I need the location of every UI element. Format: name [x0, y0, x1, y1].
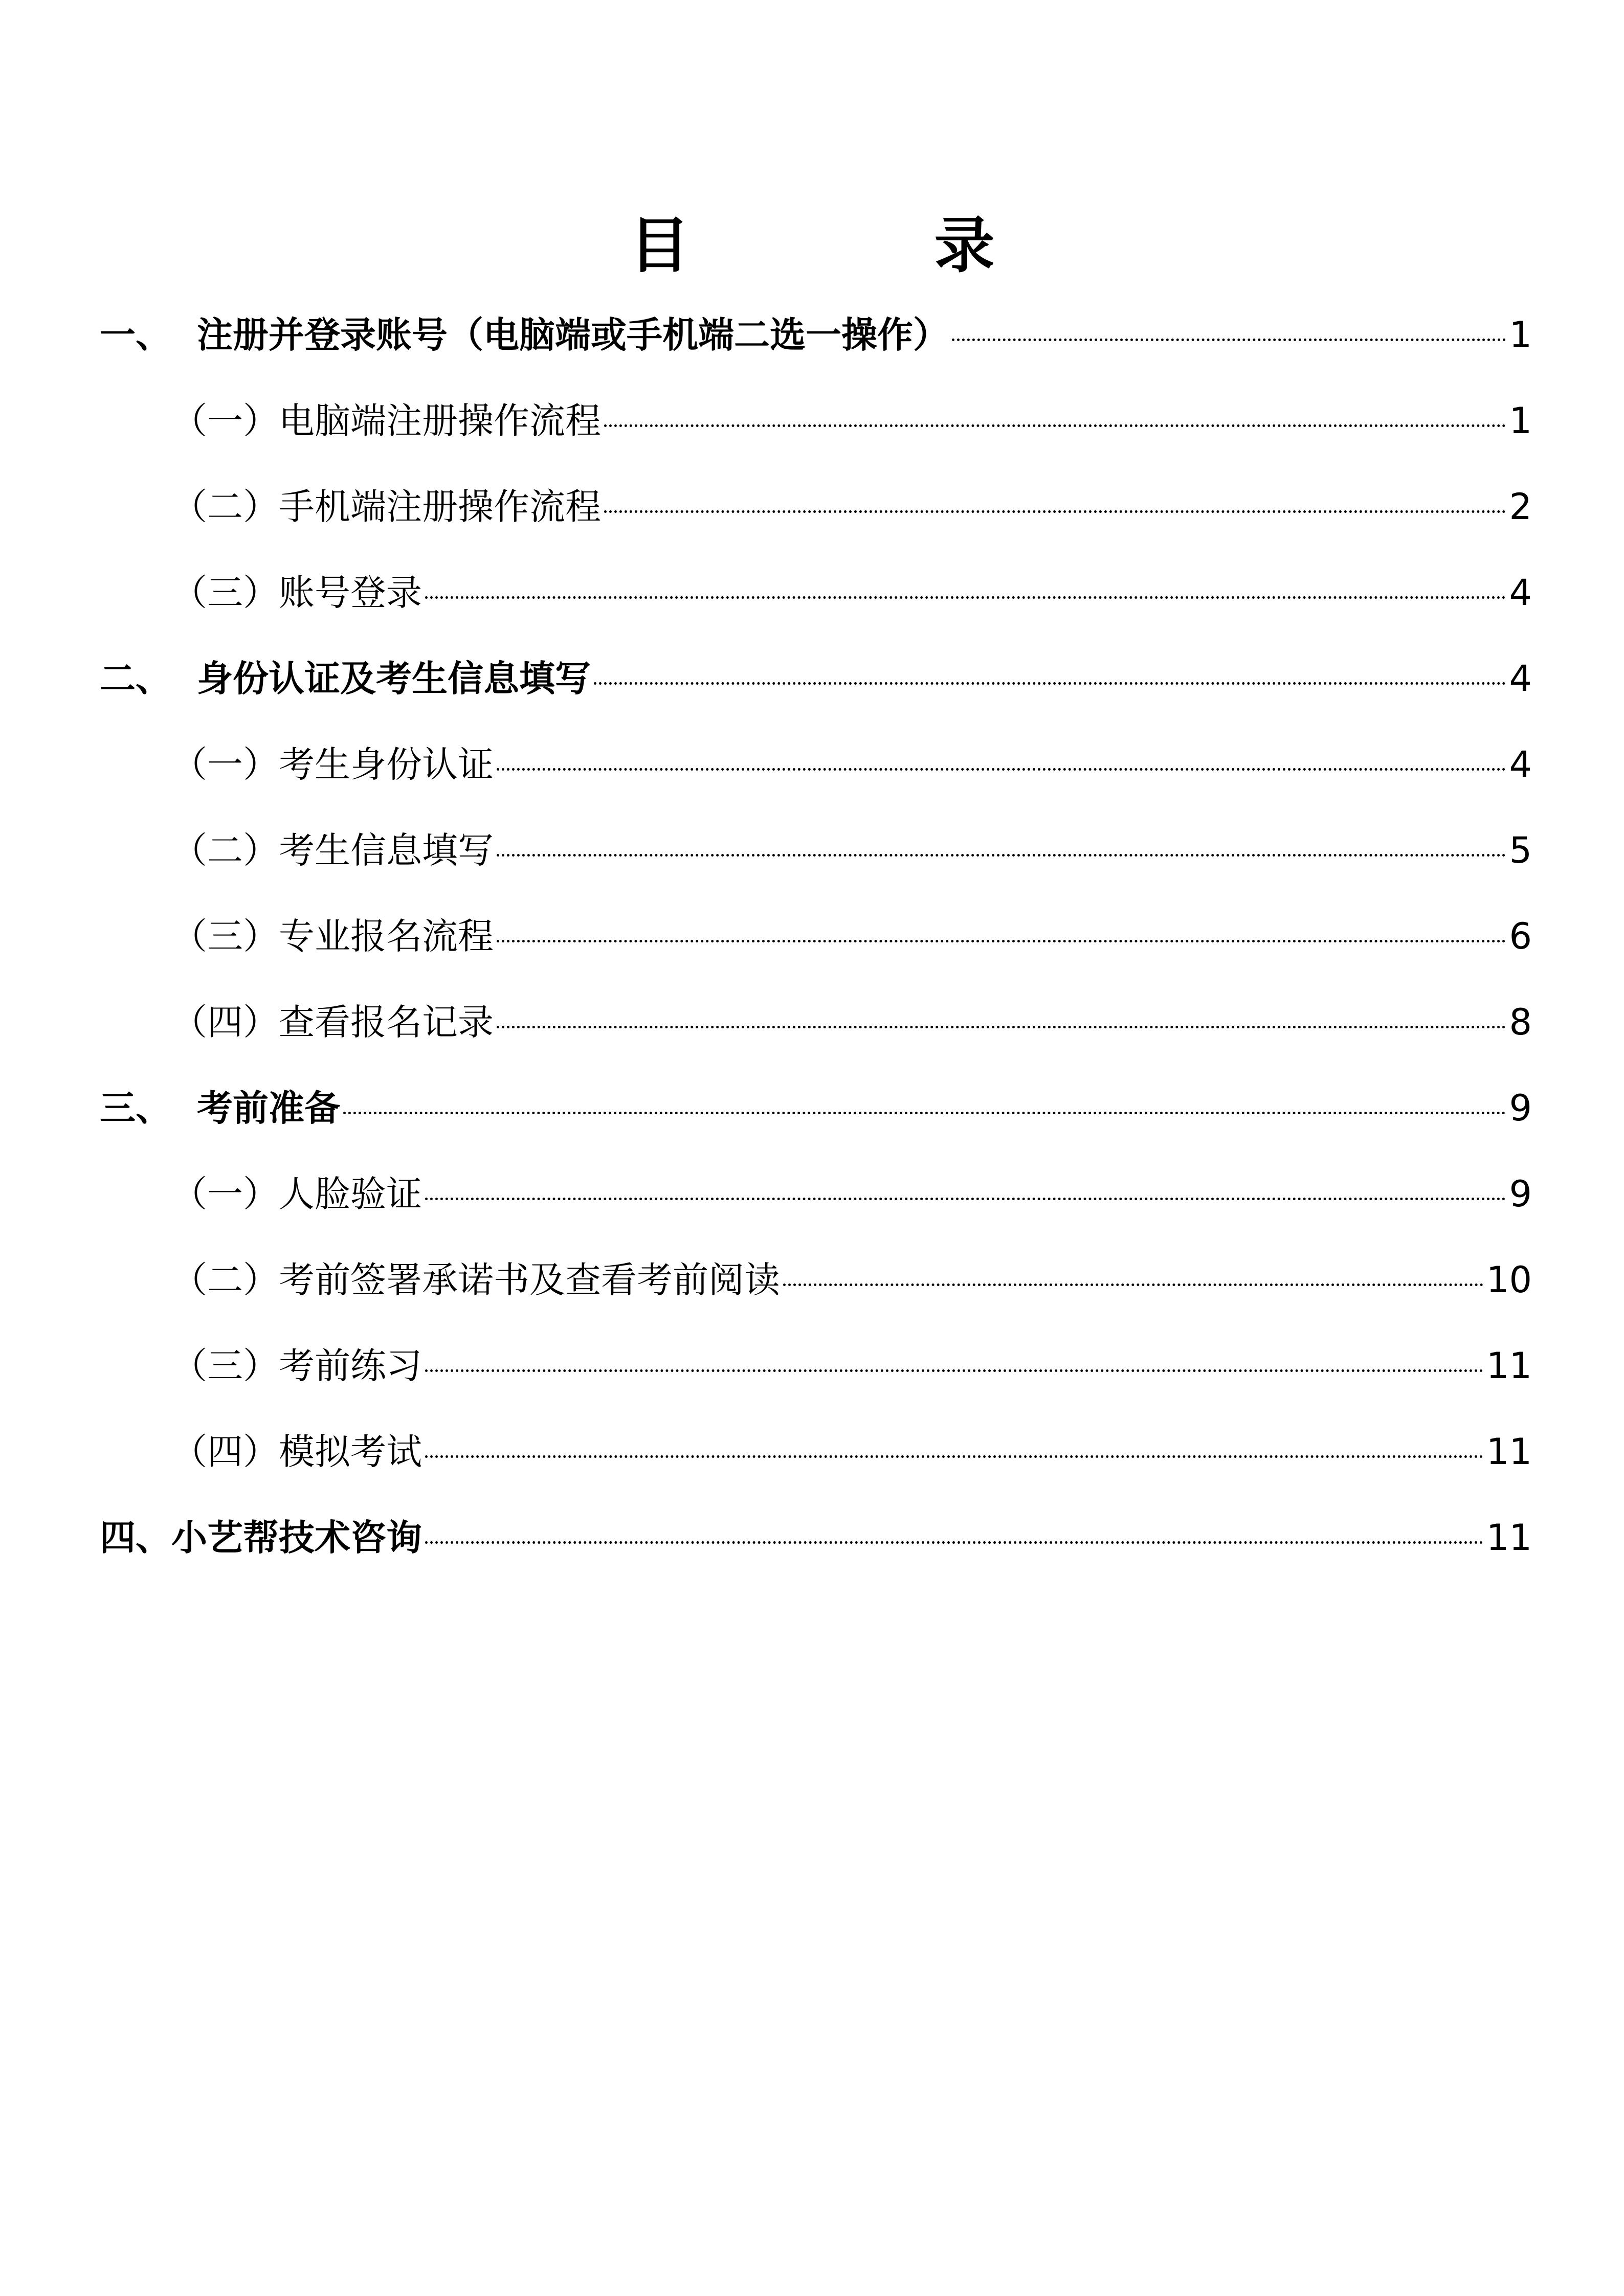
toc-entry-3-3[interactable] — [100, 1335, 1532, 1421]
toc-entry-number: 一、 — [100, 314, 171, 356]
toc-entry-2-2[interactable] — [100, 820, 1532, 906]
toc-entry-label: 考生信息填写 — [279, 829, 494, 871]
toc-entry-page: 5 — [1509, 829, 1532, 871]
toc-entry-number: （三） — [171, 1345, 279, 1387]
toc-entry-2-3[interactable] — [100, 906, 1532, 992]
toc-entry-page: 1 — [1509, 400, 1532, 442]
toc-entry-label: 电脑端注册操作流程 — [279, 400, 601, 442]
toc-entry-2-1[interactable] — [100, 734, 1532, 820]
toc-entry-3-1[interactable] — [100, 1163, 1532, 1249]
dot-leader — [594, 682, 1506, 685]
dot-leader — [425, 1541, 1483, 1544]
toc-entry-number: （二） — [171, 829, 279, 871]
toc-entry-1-2[interactable] — [100, 476, 1532, 562]
toc-entry-4[interactable] — [100, 1507, 1532, 1593]
dot-leader — [497, 1026, 1506, 1028]
toc-entry-page: 11 — [1486, 1431, 1532, 1473]
dot-leader — [425, 1369, 1483, 1372]
toc-entry-page: 6 — [1509, 915, 1532, 957]
toc-entry-label: 模拟考试 — [279, 1431, 422, 1473]
toc-entry-number: 三、 — [100, 1087, 171, 1129]
dot-leader — [425, 1455, 1483, 1458]
toc-entry-number: （四） — [171, 1001, 279, 1043]
toc-entry-page: 11 — [1486, 1517, 1532, 1559]
toc-entry-number: 四、 — [100, 1517, 171, 1559]
toc-entry-label: 考前练习 — [279, 1345, 422, 1387]
dot-leader — [604, 510, 1506, 513]
dot-leader — [425, 1198, 1506, 1200]
toc-entry-number: （三） — [171, 572, 279, 614]
toc-entry-1-1[interactable] — [100, 390, 1532, 476]
dot-leader — [497, 940, 1506, 942]
toc-entry-page: 4 — [1509, 658, 1532, 700]
toc-entry-label: 考前准备 — [197, 1087, 340, 1129]
toc-entry-number: （四） — [171, 1431, 279, 1473]
toc-entry-page: 8 — [1509, 1001, 1532, 1043]
toc-entry-3-4[interactable] — [100, 1421, 1532, 1507]
toc-entry-2[interactable] — [100, 648, 1532, 734]
toc-entry-1-3[interactable] — [100, 562, 1532, 648]
toc-entry-label: 专业报名流程 — [279, 915, 494, 957]
page-title: 目 录 — [629, 210, 1087, 281]
toc-entry-label: 考生身份认证 — [279, 744, 494, 785]
toc-entry-page: 10 — [1486, 1259, 1532, 1301]
dot-leader — [497, 854, 1506, 857]
toc-entry-number: （二） — [171, 1259, 279, 1301]
toc-entry-label: 考前签署承诺书及查看考前阅读 — [279, 1259, 780, 1301]
toc-entry-label: 账号登录 — [279, 572, 422, 614]
dot-leader — [952, 339, 1506, 341]
toc-entry-label: 人脸验证 — [279, 1173, 422, 1215]
dot-leader — [604, 424, 1506, 427]
toc-entry-page: 2 — [1509, 486, 1532, 528]
table-of-contents — [100, 304, 1532, 1593]
toc-entry-3[interactable] — [100, 1077, 1532, 1163]
toc-entry-number: （一） — [171, 400, 279, 442]
toc-entry-2-4[interactable] — [100, 992, 1532, 1077]
toc-entry-number: （一） — [171, 1173, 279, 1215]
toc-entry-label: 手机端注册操作流程 — [279, 486, 601, 528]
toc-entry-page: 9 — [1509, 1173, 1532, 1215]
toc-entry-number: （三） — [171, 915, 279, 957]
toc-entry-3-2[interactable] — [100, 1249, 1532, 1335]
toc-entry-page: 4 — [1509, 744, 1532, 785]
toc-entry-label: 注册并登录账号（电脑端或手机端二选一操作） — [197, 314, 949, 356]
toc-entry-label: 身份认证及考生信息填写 — [197, 658, 591, 700]
toc-entry-page: 9 — [1509, 1087, 1532, 1129]
toc-entry-page: 4 — [1509, 572, 1532, 614]
toc-entry-1[interactable] — [100, 304, 1532, 390]
dot-leader — [497, 768, 1506, 771]
dot-leader — [425, 596, 1506, 599]
toc-entry-number: （二） — [171, 486, 279, 528]
toc-entry-number: 二、 — [100, 658, 171, 700]
toc-entry-label: 小艺帮技术咨询 — [171, 1517, 422, 1559]
toc-entry-page: 11 — [1486, 1345, 1532, 1387]
toc-entry-number: （一） — [171, 744, 279, 785]
dot-leader — [783, 1284, 1483, 1286]
toc-entry-page: 1 — [1509, 314, 1532, 356]
toc-entry-label: 查看报名记录 — [279, 1001, 494, 1043]
dot-leader — [343, 1112, 1506, 1114]
